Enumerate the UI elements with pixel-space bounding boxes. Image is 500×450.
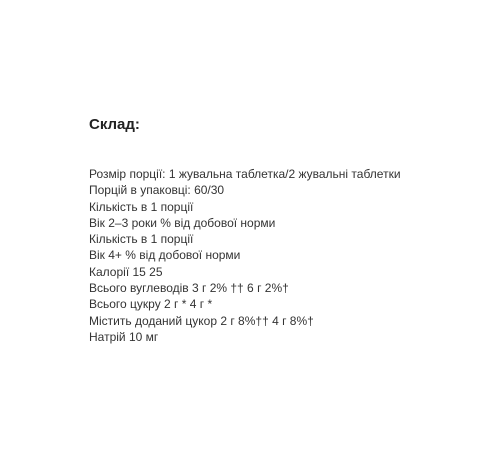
- composition-line: Вік 2–3 роки % від добової норми: [89, 215, 276, 230]
- composition-line: Порцій в упаковці: 60/30: [89, 183, 225, 198]
- composition-list: [89, 166, 489, 345]
- composition-line: Розмір порції: 1 жувальна таблетка/2 жувальні таблетки: [89, 167, 401, 181]
- composition-line: Кількість в 1 порції: [89, 199, 194, 214]
- composition-heading: Склад:: [89, 116, 140, 133]
- composition-section: [89, 115, 489, 345]
- composition-line: Містить доданий цукор 2 г 8%†† 4 г 8%†: [89, 313, 314, 328]
- composition-line: Натрій 10 мг: [89, 329, 159, 344]
- composition-line: Вік 4+ % від добової норми: [89, 248, 241, 263]
- composition-line: Кількість в 1 порції: [89, 232, 194, 247]
- composition-line: Калорії 15 25: [89, 264, 163, 279]
- composition-line: Всього цукру 2 г * 4 г *: [89, 297, 213, 312]
- composition-line: Всього вуглеводів 3 г 2% †† 6 г 2%†: [89, 281, 289, 296]
